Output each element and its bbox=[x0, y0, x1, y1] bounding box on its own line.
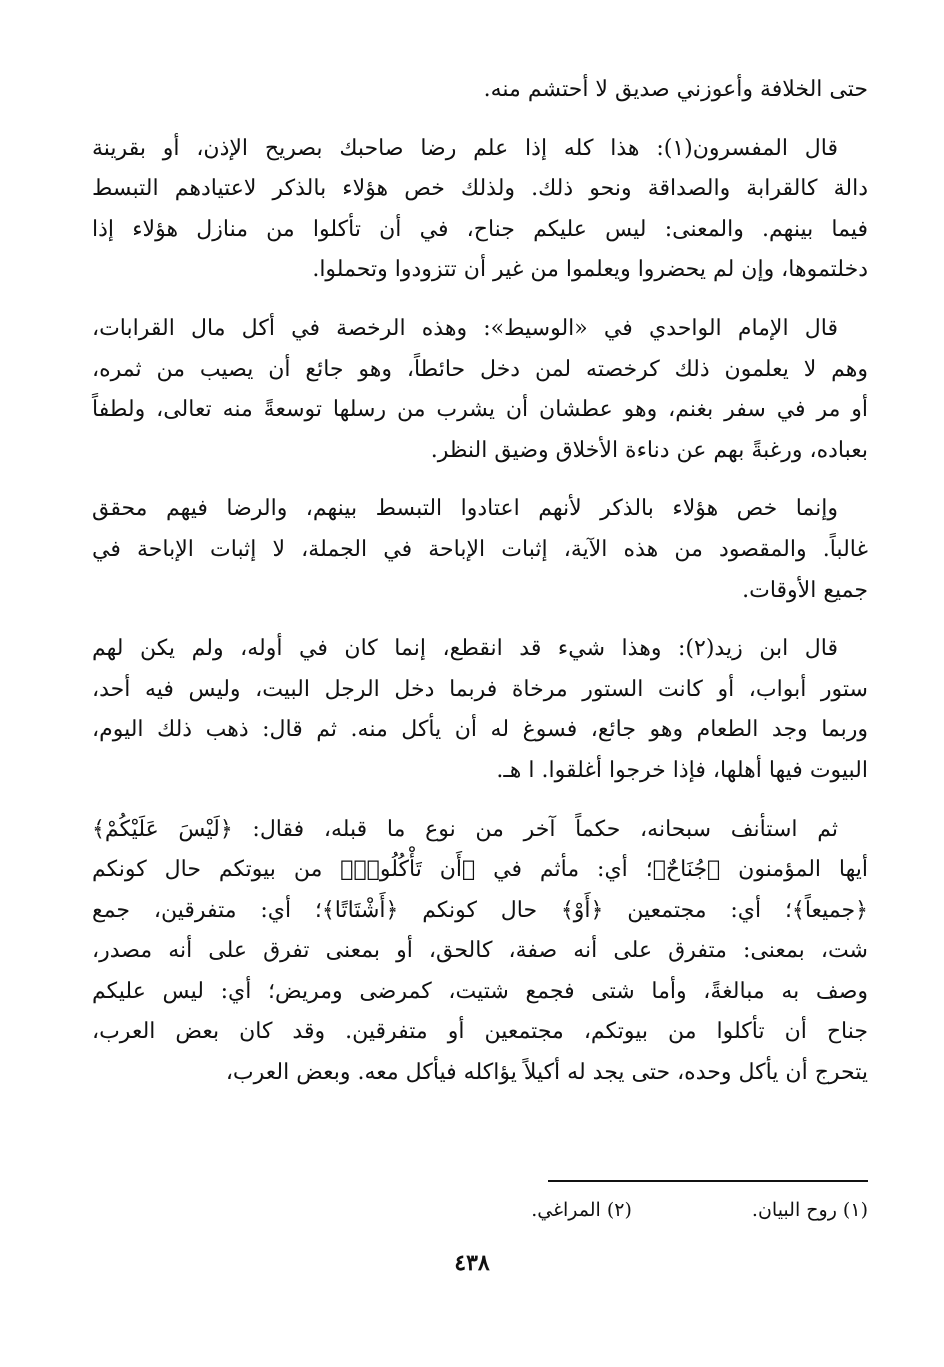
text-line: أيها المؤمنون ﴿جُنَاحٌ﴾؛ أي: مأثم في ﴿أَن تَأْكُلُوا۟﴾ من بيوتكم حال كونكم bbox=[92, 857, 868, 883]
paragraph bbox=[92, 489, 868, 611]
page-body bbox=[92, 70, 868, 1112]
text-line: ستور أبواب، أو كانت الستور مرخاة فربما دخل الرجل البيت، وليس فيه أحد، bbox=[92, 676, 868, 702]
text-line: وإنما خص هؤلاء بالذكر لأنهم اعتادوا التبسط بينهم، والرضا فيهم محقق bbox=[92, 496, 838, 522]
text-line: قال الإمام الواحدي في «الوسيط»: وهذه الرخصة في أكل مال القرابات، bbox=[92, 315, 838, 341]
text-line: ثم استأنف سبحانه، حكماً آخر من نوع ما قبله، فقال: ﴿لَيْسَ عَلَيْكُمْ﴾ bbox=[92, 816, 838, 842]
text-line: حتى الخلافة وأعوزني صديق لا أحتشم منه. bbox=[483, 77, 868, 102]
text-line: دالة كالقرابة والصداقة ونحو ذلك. ولذلك خص هؤلاء بالذكر لاعتيادهم التبسط bbox=[92, 176, 868, 202]
text-line: وربما وجد الطعام وهو جائع، فسوغ له أن يأكل منه. ثم قال: ذهب ذلك اليوم، bbox=[92, 717, 868, 743]
text-line: جميع الأوقات. bbox=[742, 577, 868, 603]
footnote-divider bbox=[548, 1180, 868, 1182]
text-line: يتحرج أن يأكل وحده، حتى يجد له أكيلاً يؤاكله فيأكل معه. وبعض العرب، bbox=[225, 1060, 868, 1086]
paragraph bbox=[92, 309, 868, 471]
text-line: بعباده، ورغبةً بهم عن دناءة الأخلاق وضيق النظر. bbox=[430, 437, 868, 463]
text-line: وصف به مبالغةً، وأما شتى فجمع شتيت، كمرضى ومريض؛ أي: ليس عليكم bbox=[92, 978, 868, 1004]
text-line: البيوت فيها أهلها، فإذا خرجوا أغلقوا. ا هـ. bbox=[496, 757, 868, 783]
text-line: دخلتموها، وإن لم يحضروا ويعلموا من غير أن تتزودوا وتحملوا. bbox=[312, 257, 868, 283]
footnote-1: (١) روح البيان. bbox=[751, 1199, 868, 1221]
paragraph bbox=[92, 70, 868, 111]
footnote-2: (٢) المراغي. bbox=[531, 1199, 632, 1221]
text-line: أو مر في سفر بغنم، وهو عطشان أن يشرب من رسلها توسعةً منه تعالى، ولطفاً bbox=[92, 397, 868, 423]
text-line: غالباً. والمقصود من هذه الآية، إثبات الإباحة في الجملة، لا إثبات الإباحة في bbox=[92, 536, 868, 562]
text-line: قال المفسرون(١): هذا كله إذا علم رضا صاحبك بصريح الإذن، أو بقرينة bbox=[92, 135, 838, 161]
paragraph bbox=[92, 810, 868, 1094]
paragraph bbox=[92, 629, 868, 791]
text-line: فيما بينهم. والمعنى: ليس عليكم جناح، في أن تأكلوا من منازل هؤلاء إذا bbox=[92, 216, 868, 242]
page-number: ٤٣٨ bbox=[454, 1250, 490, 1276]
paragraph bbox=[92, 129, 868, 291]
text-line: قال ابن زيد(٢): وهذا شيء قد انقطع، إنما كان في أوله، ولم يكن لهم bbox=[92, 636, 838, 662]
text-line: ﴿جميعاً﴾؛ أي: مجتمعين ﴿أَوْ﴾ حال كونكم ﴿أَشْتَاتًا﴾؛ أي: متفرقين، جمع bbox=[92, 897, 868, 923]
footnotes bbox=[300, 1196, 868, 1224]
text-line: جناح أن تأكلوا من بيوتكم، مجتمعين أو متفرقين. وقد كان بعض العرب، bbox=[92, 1019, 868, 1045]
text-line: شت، بمعنى: متفرق على أنه صفة، كالحق، أو بمعنى تفرق على أنه مصدر، bbox=[92, 938, 868, 964]
text-line: وهم لا يعلمون ذلك كرخصته لمن دخل حائطاً، وهو جائع أن يصيب من ثمره، bbox=[92, 356, 868, 382]
